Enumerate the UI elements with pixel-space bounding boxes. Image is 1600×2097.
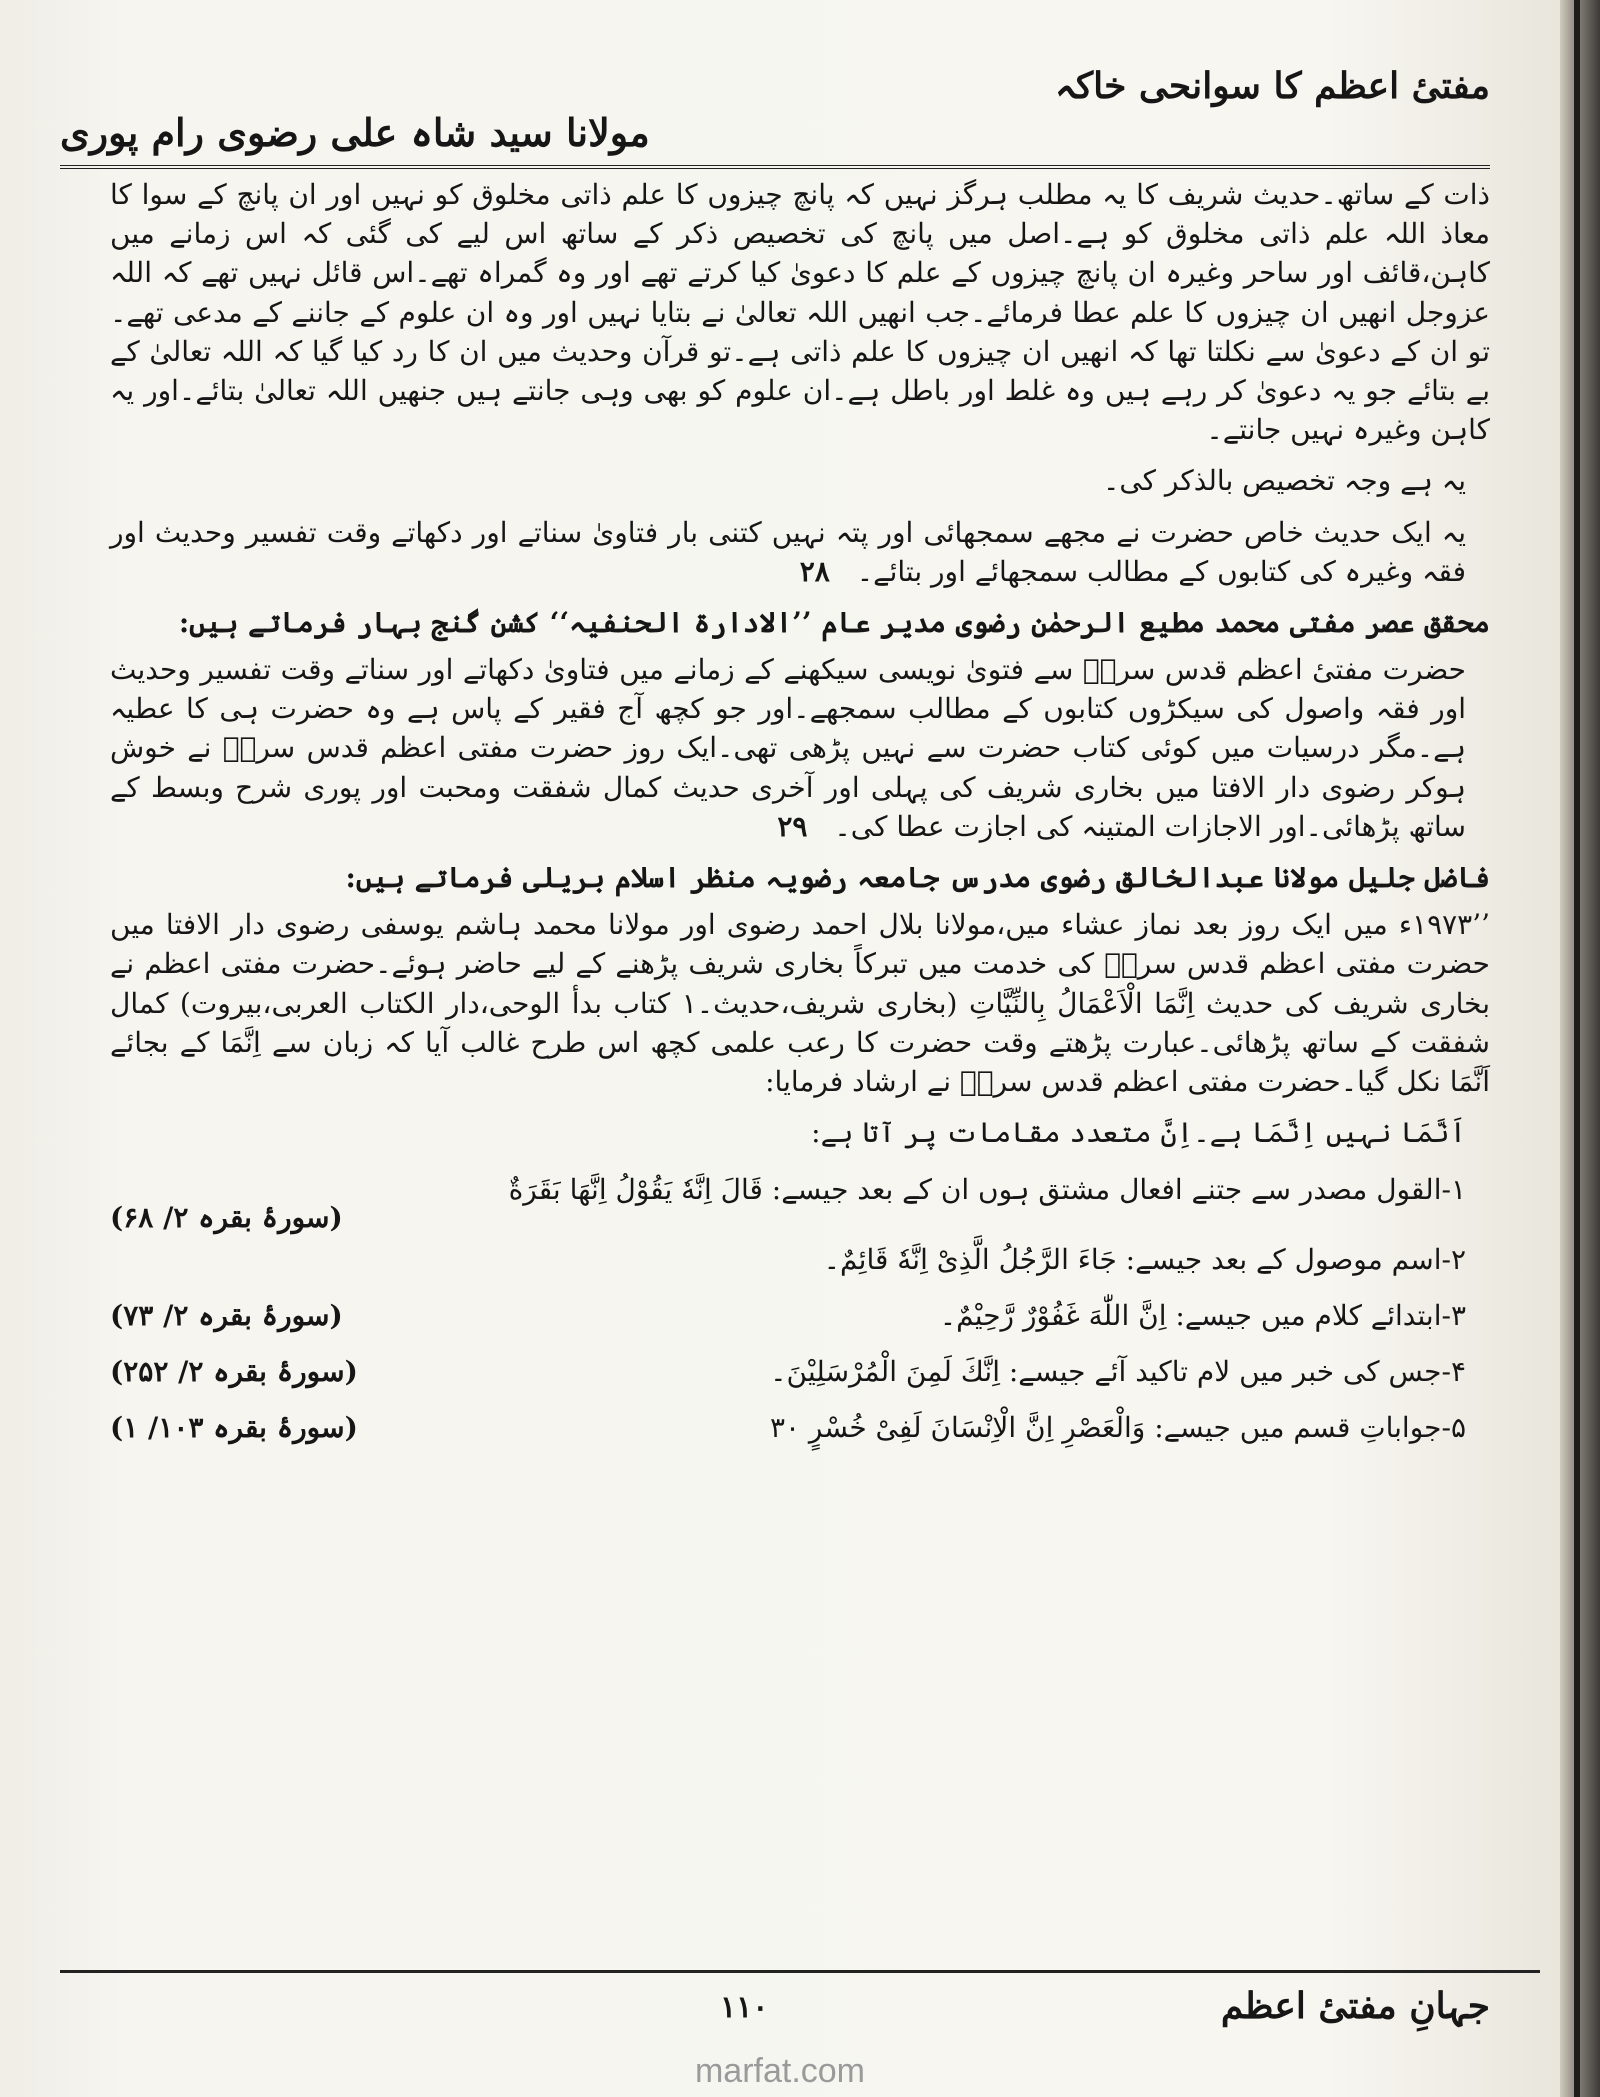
page-body — [110, 175, 1490, 1458]
quote-paragraph: ’’۱۹۷۳ء میں ایک روز بعد نماز عشاء میں،مولانا بلال احمد رضوی اور مولانا محمد ہاشم یوسفی رضوی دار الافتا میں حضرت مفتی اعظم قدس سرہٗ کی خدمت میں تبرکاً بخاری شریف پڑھنے کے لیے حاضر ہوئے۔حضرت مفتی اعظم نے بخاری شریف کی حدیث اِنَّمَا الْاَعْمَالُ بِالنِّیَّاتِ (بخاری شریف،حدیث۔۱ کتاب بدأ الوحی،دار الکتاب العربی،بیروت) کمال شفقت کے ساتھ پڑھائی۔عبارت پڑھتے وقت حضرت کا رعب علمی کچھ اس طرح غالب آیا کہ زبان سے اِنَّمَا کے بجائے اَنَّمَا نکل گیا۔حضرت مفتی اعظم قدس سرہٗ نے ارشاد فرمایا: — [110, 908, 1490, 1098]
list-item — [110, 1290, 1490, 1346]
paragraph-2-text: یہ ایک حدیث خاص حضرت نے مجھے سمجھائی اور پتہ نہیں کتنی بار فتاویٰ سناتے اور دکھاتے وقت تفسیر وحدیث اور فقہ وغیرہ کی کتابوں کے مطالب سمجھائے اور بتائے۔ — [110, 515, 1466, 588]
intro-2: فاضل جلیل مولانا عبدالخالق رضوی مدرس جامعہ رضویہ منظر اسلام بریلی فرماتے ہیں: — [345, 861, 1490, 894]
header-title: مفتیٔ اعظم کا سوانحی خاکہ — [1054, 65, 1490, 107]
paragraph-1-end: یہ ہے وجہ تخصیص بالذکر کی۔ — [1102, 464, 1466, 498]
list-item — [110, 1402, 1490, 1458]
header-rule — [60, 165, 1490, 173]
list-item-text: ۵-جواباتِ قسم میں جیسے: وَالْعَصْرِ اِنَّ الْاِنْسَانَ لَفِیْ خُسْرٍ ۳۰ — [769, 1411, 1466, 1445]
quote-line: اَنَّمَا نہیں اِنَّمَا ہے۔اِنَّ متعدد مقامات پر آتا ہے: — [811, 1116, 1466, 1150]
intro-1: محقق عصر مفتی محمد مطیع الرحمٰن رضوی مدیر عام ’’الادارۃ الحنفیہ‘‘ کشن گنج بہار فرماتے ہیں: — [178, 605, 1490, 639]
usage-list — [110, 1164, 1490, 1458]
page-header — [60, 55, 1490, 165]
footnote-ref-28: ۲۸ — [799, 554, 830, 588]
list-item-citation: (سورۂ بقرہ ۲/ ۶۸) — [110, 1201, 343, 1235]
list-item — [110, 1346, 1490, 1402]
list-item-text: ۱-القول مصدر سے جتنے افعال مشتق ہوں ان کے بعد جیسے: قَالَ اِنَّهٗ یَقُوْلُ اِنَّهَا بَقَرَةٌ — [508, 1173, 1466, 1207]
paragraph-3 — [110, 650, 1490, 846]
list-item-text: ۴-جس کی خبر میں لام تاکید آئے جیسے: اِنَّكَ لَمِنَ الْمُرْسَلِیْنَ۔ — [770, 1355, 1466, 1389]
list-item-text: ۲-اسم موصول کے بعد جیسے: جَاءَ الرَّجُلُ الَّذِیْ اِنَّهٗ قَائِمٌ۔ — [823, 1243, 1466, 1277]
paragraph-2 — [110, 513, 1490, 591]
footnote-ref-29: ۲۹ — [777, 809, 808, 843]
paragraph-1: ذات کے ساتھ۔حدیث شریف کا یہ مطلب ہرگز نہیں کہ پانچ چیزوں کا علم ذاتی مخلوق کو نہیں اور ان پانچ کے سوا کا معاذ اللہ علم ذاتی مخلوق کو ہے۔اصل میں پانچ کی تخصیص ذکر کے ساتھ اس لیے کی گئی کہ اس زمانے میں کاہن،قائف اور ساحر وغیرہ ان پانچ چیزوں کے علم کا دعویٰ کیا کرتے تھے اور وہ گمراہ تھے۔اس قائل نہیں تھے کہ اللہ عزوجل انھیں ان چیزوں کا علم عطا فرمائے۔جب انھیں اللہ تعالیٰ نے بتایا نہیں اور وہ ان علوم کے جاننے کے مدعی تھے۔تو ان کے دعویٰ سے نکلتا تھا کہ انھیں ان چیزوں کا علم ذاتی ہے۔تو قرآن وحدیث میں ان کا رد کیا گیا کہ اللہ تعالیٰ کے بے بتائے جو یہ دعویٰ کر رہے ہیں وہ غلط اور باطل ہے۔ان علوم کو بھی وہی جانتے ہیں جنھیں اللہ تعالیٰ بتائے۔اور یہ کاہن وغیرہ نہیں جانتے۔ — [110, 178, 1490, 447]
footer-rule — [60, 1970, 1540, 1973]
list-item — [110, 1164, 1490, 1234]
list-item-text: ۳-ابتدائے کلام میں جیسے: اِنَّ اللّٰهَ غَفُوْرٌ رَّحِیْمٌ۔ — [939, 1299, 1466, 1333]
list-item-citation: (سورۂ بقرہ ۱۰۳/ ۱) — [110, 1411, 358, 1445]
page-edge-shadow — [1560, 0, 1600, 2097]
list-item — [110, 1234, 1490, 1290]
list-item-citation: (سورۂ بقرہ ۲/ ۷۳) — [110, 1299, 343, 1333]
paragraph-3-text: حضرت مفتیٔ اعظم قدس سرہٗ سے فتویٰ نویسی سیکھنے کے زمانے میں فتاویٰ دکھاتے اور سناتے وقت تفسیر وحدیث اور فقہ واصول کی سیکڑوں کتابوں کے مطالب سمجھے۔اور جو کچھ آج فقیر کے پاس ہے وہ حضرت ہی کا عطیہ ہے۔مگر درسیات میں کوئی کتاب حضرت سے نہیں پڑھی تھی۔ایک روز حضرت مفتی اعظم قدس سرہٗ نے خوش ہوکر رضوی دار الافتا میں بخاری شریف کی پہلی اور آخری حدیث کمال شفقت ومحبت اور پوری شرح وبسط کے ساتھ پڑھائی۔اور الاجازات المتینہ کی اجازت عطا کی۔ — [110, 653, 1467, 843]
footer-book-title: جہانِ مفتیٔ اعظم — [1220, 1985, 1490, 2027]
watermark: marfat.com — [694, 2052, 866, 2090]
book-spine — [1574, 0, 1580, 2097]
list-item-citation: (سورۂ بقرہ ۲/ ۲۵۲) — [110, 1355, 358, 1389]
page-number: ۱۱۰ — [720, 1990, 769, 2025]
header-author: مولانا سید شاہ علی رضوی رام پوری — [60, 110, 650, 155]
